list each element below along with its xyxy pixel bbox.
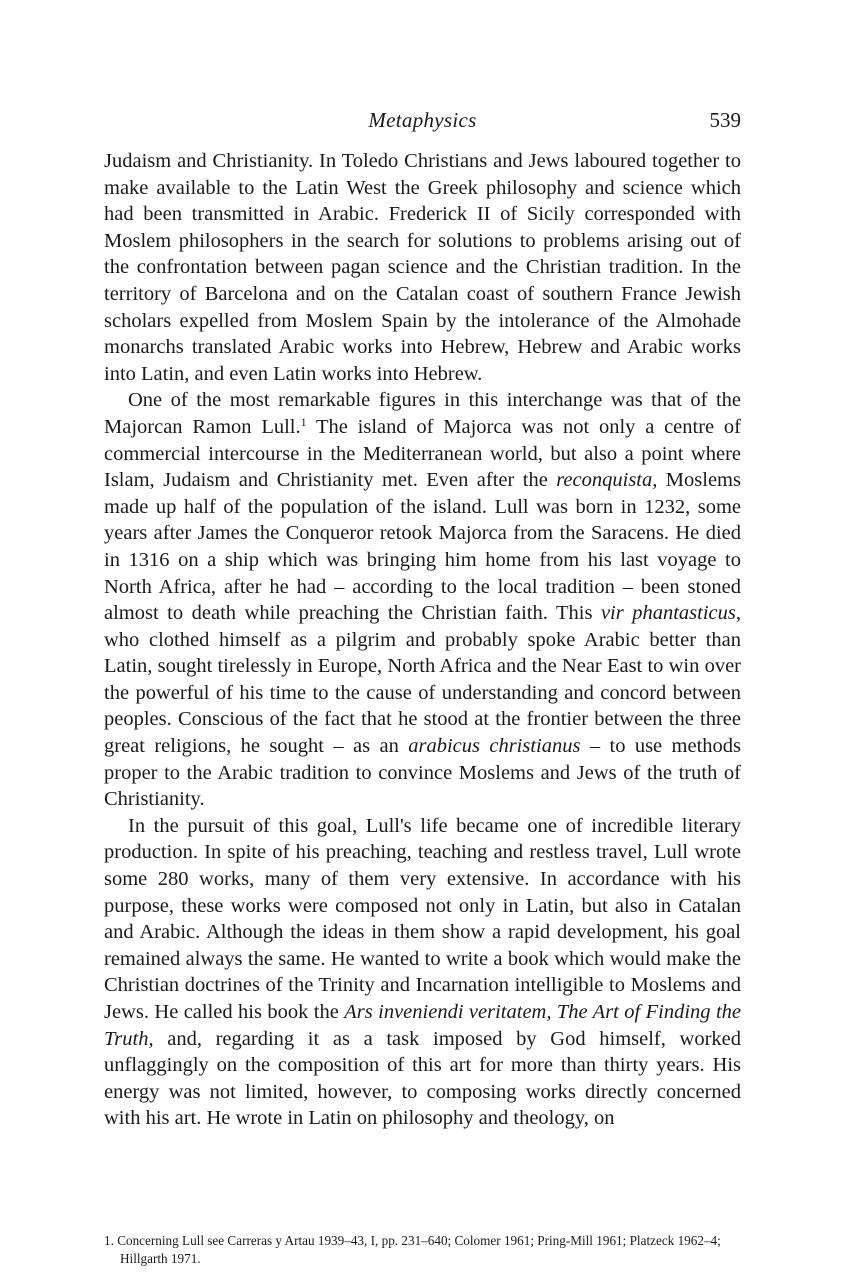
footnote-number: 1. xyxy=(104,1233,114,1248)
footnote xyxy=(104,1232,741,1268)
body-text xyxy=(104,148,741,1132)
paragraph-text: and, regarding it as a task imposed by God himself, worked unflaggingly on the composition of this art for more than thirty years. His energy was not limited, however, to composing works directly concerned with his art. He wrote in Latin on philosophy and theology, on xyxy=(104,1027,741,1130)
footnote-reference: 1 xyxy=(300,414,307,429)
paragraph xyxy=(104,387,741,813)
paragraph xyxy=(104,813,741,1132)
italic-term: reconquista, xyxy=(556,469,658,492)
paragraph-text: Moslems made up half of the population of the island. Lull was born in 1232, some years after James the Conqueror retook Majorca from the Saracens. He died in 1316 on a ship which was bringing him home from his last voyage to North Africa, after he had – according to the local tradition – been stoned almost to death while preaching the Christian faith. This xyxy=(104,469,741,625)
paragraph-text: Judaism and Christianity. In Toledo Christians and Jews laboured together to make available to the Latin West the Greek philosophy and science which had been transmitted in Arabic. Frederick II of Sicily corresponded with Moslem philosophers in the search for solutions to problems arising out of the confrontation between pagan science and the Christian tradition. In the territory of Barcelona and on the Catalan coast of southern France Jewish scholars expelled from Moslem Spain by the intolerance of the Almohade monarchs translated Arabic works into Hebrew, Hebrew and Arabic works into Latin, and even Latin works into Hebrew. xyxy=(104,150,741,385)
running-title: Metaphysics xyxy=(368,108,477,132)
italic-title: Ars inveniendi veritatem, The Art of Finding the Truth, xyxy=(104,1001,741,1050)
paragraph xyxy=(104,148,741,387)
paragraph-text: The island of Majorca was not only a centre of commercial intercourse in the Mediterranean world, but also a point where Islam, Judaism and Christianity met. Even after the xyxy=(104,415,741,492)
paragraph-text: One of the most remarkable figures in this interchange was that of the Majorcan Ramon Lull. xyxy=(104,389,741,438)
italic-term: vir phantasticus, xyxy=(600,602,742,625)
footnote-text: Concerning Lull see Carreras y Artau 1939–43, I, pp. 231–640; Colomer 1961; Pring-Mill 1961; Platzeck 1962–4; Hillgarth 1971. xyxy=(117,1233,721,1266)
page-number: 539 xyxy=(709,108,741,132)
running-head xyxy=(104,108,741,148)
paragraph-text: In the pursuit of this goal, Lull's life became one of incredible literary production. In spite of his preaching, teaching and restless travel, Lull wrote some 280 works, many of them very extensive. In accordance with his purpose, these works were composed not only in Latin, but also in Catalan and Arabic. Although the ideas in them show a rapid development, his goal remained always the same. He wanted to write a book which would make the Christian doctrines of the Trinity and Incarnation intelligible to Moslems and Jews. He called his book the xyxy=(104,814,741,1023)
paragraph-text: who clothed himself as a pilgrim and probably spoke Arabic better than Latin, sought tirelessly in Europe, North Africa and the Near East to win over the powerful of his time to the cause of understanding and concord between peoples. Conscious of the fact that he stood at the frontier between the three great religions, he sought – as an xyxy=(104,628,741,758)
page xyxy=(104,108,742,1266)
paragraph-text: – to use methods proper to the Arabic tradition to convince Moslems and Jews of the truth of Christianity. xyxy=(104,735,742,811)
italic-term: arabicus christianus xyxy=(408,735,581,758)
